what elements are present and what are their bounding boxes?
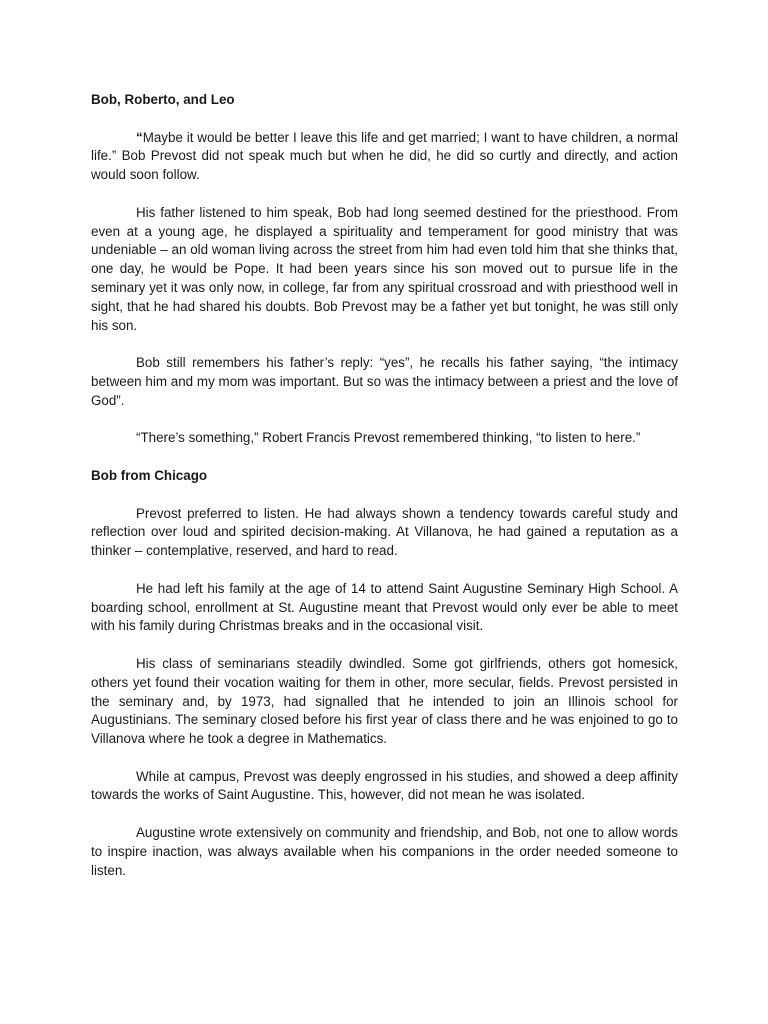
spacer	[91, 448, 678, 467]
spacer	[91, 636, 678, 655]
body-paragraph: His class of seminarians steadily dwindled. Some got girlfriends, others got homesick, others yet found their vocation waiting for them in other, more secular, fields. Prevost persisted in the seminary and, by 1973, had signalled that he intended to join an Illinois school for Augustinians. The seminary closed before his first year of class there and he was enjoined to go to Villanova where he took a degree in Mathematics.	[91, 655, 678, 747]
spacer	[91, 561, 678, 580]
spacer	[91, 411, 678, 430]
body-paragraph: He had left his family at the age of 14 to attend Saint Augustine Seminary High School. A boarding school, enrollment at St. Augustine meant that Prevost would only ever be able to meet with his family during Christmas breaks and in the occasional visit.	[91, 580, 678, 634]
body-paragraph: Prevost preferred to listen. He had always shown a tendency towards careful study and reflection over loud and spirited decision-making. At Villanova, he had gained a reputation as a thinker – contemplative, reserved, and hard to read.	[91, 505, 678, 559]
spacer	[91, 805, 678, 824]
opening-quote-mark: “	[136, 129, 143, 145]
spacer	[91, 749, 678, 768]
body-paragraph: Bob still remembers his father’s reply: “yes”, he recalls his father saying, “the intimacy between him and my mom was important. But so was the intimacy between a priest and the love of God”.	[91, 355, 678, 408]
body-paragraph: “There’s something,” Robert Francis Prevost remembered thinking, “to listen to here.”	[136, 430, 641, 446]
spacer	[91, 110, 678, 129]
spacer	[91, 185, 678, 204]
section-heading: Bob from Chicago	[91, 467, 208, 483]
paragraph-text: Maybe it would be better I leave this life and get married; I want to have children, a normal life.” Bob Prevost did not speak much but when he did, he did so curtly and directly, and action would soon follow.	[91, 129, 678, 183]
section-heading: Bob, Roberto, and Leo	[91, 92, 235, 107]
body-paragraph: His father listened to him speak, Bob had long seemed destined for the priesthood. From even at a young age, he displayed a spirituality and temperament for good ministry that was undeniable – an old woman living across the street from him had even told him that she thinks that, one day, he would be Pope. It had been years since his son moved out to pursue life in the seminary yet it was only now, in college, far from any spiritual crossroad and with priesthood well in sight, that he had shared his doubts. Bob Prevost may be a father yet but tonight, he was still only his son.	[91, 204, 678, 333]
spacer	[91, 486, 678, 505]
spacer	[91, 335, 678, 354]
body-paragraph: Augustine wrote extensively on community and friendship, and Bob, not one to allow words to inspire inaction, was always available when his companions in the order needed someone to listen.	[91, 825, 678, 878]
body-paragraph: While at campus, Prevost was deeply engrossed in his studies, and showed a deep affinity towards the works of Saint Augustine. This, however, did not mean he was isolated.	[91, 768, 678, 803]
document-page	[91, 91, 678, 880]
body-paragraph	[91, 129, 678, 185]
